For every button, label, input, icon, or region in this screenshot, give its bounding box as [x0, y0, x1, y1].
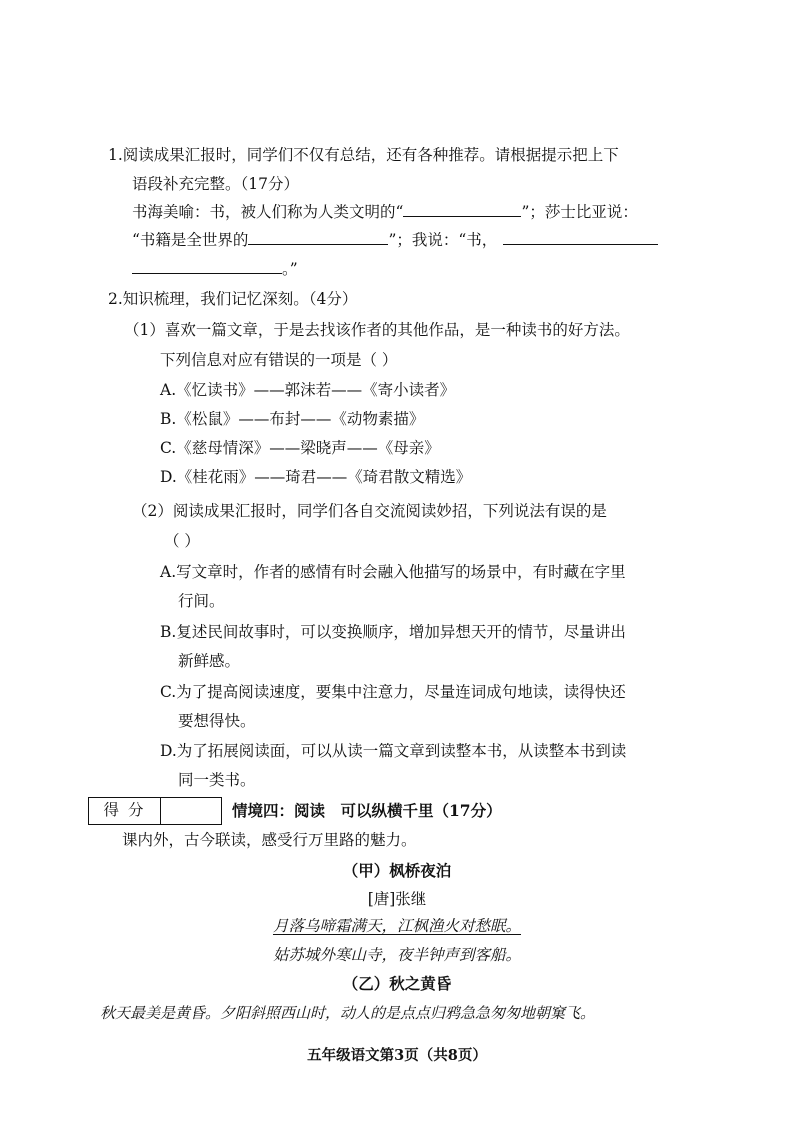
score-value-field[interactable]: [161, 798, 221, 824]
q2-sub1-line-2: 下列信息对应有错误的一项是（ ）: [160, 351, 398, 369]
poem-line-1-text: 月落乌啼霜满天，江枫渔火对愁眠。: [272, 917, 521, 935]
q2-sub2-option-c-line-2: 要想得快。: [178, 712, 256, 730]
answer-blank-2[interactable]: [248, 230, 388, 245]
score-box: [88, 797, 222, 825]
q1-line-4-text-a: “书籍是全世界的: [132, 231, 249, 249]
q1-line-5-text: 。”: [282, 260, 298, 278]
q1-line-1: 1.阅读成果汇报时，同学们不仅有总结，还有各种推荐。请根据提示把上下: [108, 146, 619, 164]
q2-sub2-option-d-line-1: D.为了拓展阅读面，可以从读一篇文章到读整本书，从读整本书到读: [160, 742, 627, 760]
q2-sub1-line-1: （1）喜欢一篇文章，于是去找该作者的其他作品，是一种读书的好方法。: [124, 321, 630, 339]
q1-line-5: [132, 259, 298, 281]
q2-sub2-option-b-line-2: 新鲜感。: [178, 652, 241, 670]
section4-intro: 课内外，古今联读，感受行万里路的魅力。: [122, 831, 417, 849]
q2-sub2-option-d-line-2: 同一类书。: [178, 771, 256, 789]
q2-sub2-option-b-line-1: B.复述民间故事时，可以变换顺序，增加异想天开的情节，尽量讲出: [160, 623, 626, 641]
q2-sub1-option-d: D.《桂花雨》——琦君——《琦君散文精选》: [160, 468, 472, 486]
prose-line-1: 秋天最美是黄昏。夕阳斜照西山时，动人的是点点归鸦急急匆匆地朝窠飞。: [100, 1004, 596, 1022]
section4-title: 情境四：阅读 可以纵横千里（17分）: [232, 801, 502, 820]
q2-sub1-option-b: B.《松鼠》——布封——《动物素描》: [160, 410, 425, 428]
q2-sub2-option-c-line-1: C.为了提高阅读速度，要集中注意力，尽量连词成句地读，读得快还: [160, 683, 626, 701]
q2-sub2-line-2: （ ）: [164, 532, 200, 550]
q1-line-4: [132, 230, 658, 252]
q2-title: 2.知识梳理，我们记忆深刻。（4分）: [108, 290, 358, 308]
poem-line-1: [0, 916, 794, 938]
q1-line-2: 语段补充完整。（17分）: [132, 175, 299, 193]
q1-line-3-text-a: 书海美喻：书，被人们称为人类文明的“: [132, 203, 404, 221]
q2-sub2-option-a-line-1: A.写文章时，作者的感情有时会融入他描写的场景中，有时藏在字里: [160, 563, 626, 581]
q2-sub2-line-1: （2）阅读成果汇报时，同学们各自交流阅读妙招，下列说法有误的是: [132, 502, 607, 520]
answer-blank-1[interactable]: [403, 202, 521, 217]
prose-title: （乙）秋之黄昏: [342, 974, 452, 993]
q2-sub2-option-a-line-2: 行间。: [178, 592, 225, 610]
answer-blank-4[interactable]: [132, 259, 282, 274]
q2-sub1-option-c: C.《慈母情深》——梁晓声——《母亲》: [160, 439, 440, 457]
answer-blank-3[interactable]: [503, 230, 658, 245]
poem-title: （甲）枫桥夜泊: [342, 861, 452, 880]
poem-line-2: 姑苏城外寒山寺，夜半钟声到客船。: [272, 946, 521, 964]
q1-line-4-text-b: ”；我说：“书，: [388, 231, 498, 249]
q2-sub1-option-a: A.《忆读书》——郭沫若——《寄小读者》: [160, 381, 456, 399]
score-label: 得 分: [89, 798, 161, 824]
q1-line-3: [132, 202, 638, 224]
page-footer: 五年级语文第3页（共8页）: [307, 1047, 487, 1064]
poem-author: [唐]张继: [367, 890, 427, 908]
q1-line-3-text-b: ”；莎士比亚说：: [521, 203, 638, 221]
